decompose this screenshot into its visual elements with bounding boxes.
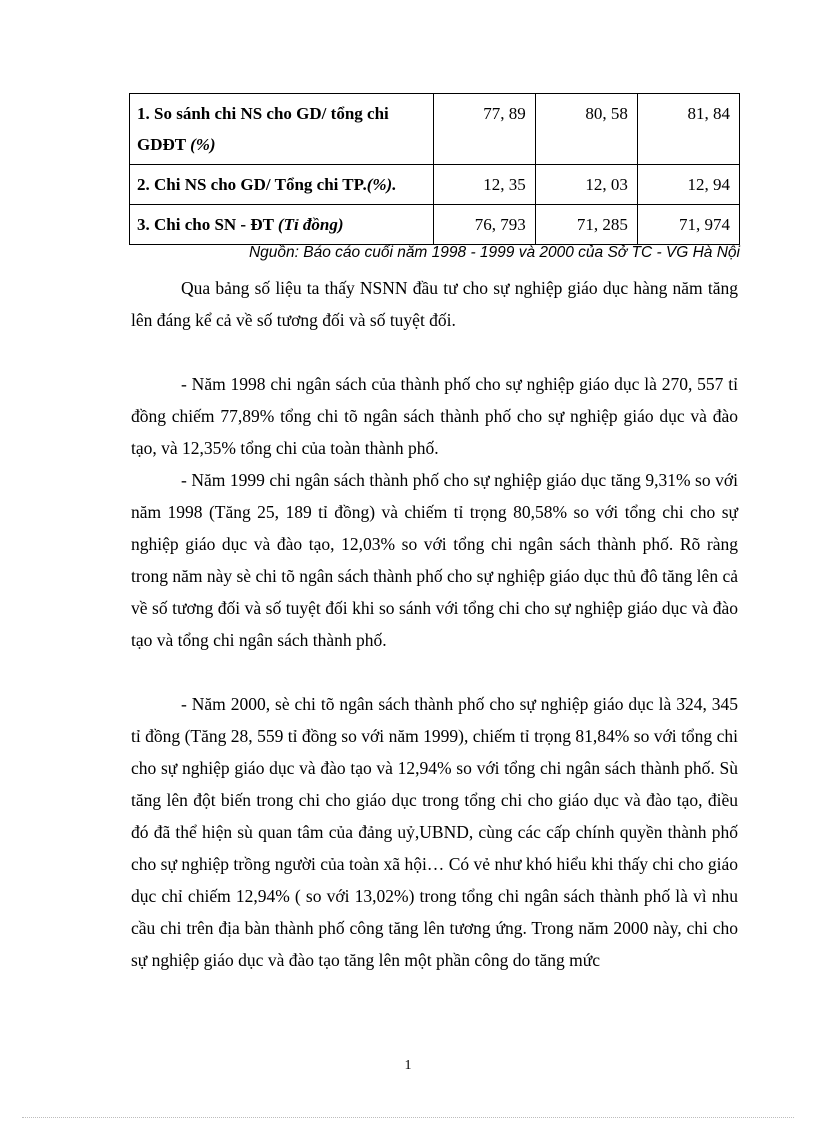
- page-bottom-border: [22, 1117, 794, 1118]
- table-row: [130, 94, 740, 165]
- cell-1999: 80, 58: [535, 94, 637, 165]
- cell-2000: 71, 974: [637, 205, 739, 245]
- cell-1999: 12, 03: [535, 165, 637, 205]
- row-label: 2. Chi NS cho GD/ Tổng chi TP.(%).: [130, 165, 434, 205]
- table-row: [130, 205, 740, 245]
- cell-1999: 71, 285: [535, 205, 637, 245]
- paragraph-intro: Qua bảng số liệu ta thấy NSNN đầu tư cho sự nghiệp giáo dục hàng năm tăng lên đáng kể cả về số tương đối và số tuyệt đối.: [131, 278, 738, 330]
- cell-1998: 12, 35: [433, 165, 535, 205]
- row-label: 3. Chi cho SN - ĐT (Tỉ đồng): [130, 205, 434, 245]
- cell-2000: 81, 84: [637, 94, 739, 165]
- table-row: [130, 165, 740, 205]
- page-number: 1: [404, 1058, 412, 1073]
- cell-1998: 76, 793: [433, 205, 535, 245]
- table-source-caption: Nguồn: Báo cáo cuối năm 1998 - 1999 và 2000 của Sở TC - VG Hà Nội: [248, 244, 740, 261]
- paragraph-1998: - Năm 1998 chi ngân sách của thành phố cho sự nghiệp giáo dục là 270, 557 tỉ đồng chiếm 77,89% tổng chi tõ ngân sách thành phố cho sự nghiệp giáo dục và đào tạo, và 12,35% tổng chi của toàn thành phố.: [131, 374, 738, 458]
- row-label: 1. So sánh chi NS cho GD/ tổng chi GDĐT (%): [130, 94, 434, 165]
- budget-table: [129, 93, 740, 245]
- paragraph-1999: - Năm 1999 chi ngân sách thành phố cho sự nghiệp giáo dục tăng 9,31% so với năm 1998 (Tăng 25, 189 tỉ đồng) và chiếm tỉ trọng 80,58% so với tổng chi cho sự nghiệp giáo dục và đào tạo, 12,03% so với tổng chi ngân sách thành phố. Rõ ràng trong năm này sè chi tõ ngân sách thành phố cho sự nghiệp giáo dục thủ đô tăng lên cả về số tương đối và số tuyệt đối khi so sánh với tổng chi cho sự nghiệp giáo dục và đào tạo và tổng chi ngân sách thành phố.: [131, 470, 738, 650]
- cell-1998: 77, 89: [433, 94, 535, 165]
- paragraph-2000: - Năm 2000, sè chi tõ ngân sách thành phố cho sự nghiệp giáo dục là 324, 345 tỉ đồng (Tăng 28, 559 tỉ đồng so với năm 1999), chiếm tỉ trọng 81,84% so với tổng chi cho sự nghiệp giáo dục và đào tạo và 12,94% so với tổng chi ngân sách thành phố. Sù tăng lên đột biến trong chi cho giáo dục trong tổng chi cho giáo dục và đào tạo, điều đó đã thể hiện sù quan tâm của đảng uỷ,UBND, cùng các cấp chính quyền thành phố cho sự nghiệp trồng người của toàn xã hội… Có vẻ như khó hiểu khi thấy chi cho giáo dục chỉ chiếm 12,94% ( so với 13,02%) trong tổng chi ngân sách thành phố là vì nhu cầu chi trên địa bàn thành phố công tăng lên tương ứng. Trong năm 2000 này, chi cho sự nghiệp giáo dục và đào tạo tăng lên một phần công do tăng mức: [131, 694, 738, 970]
- cell-2000: 12, 94: [637, 165, 739, 205]
